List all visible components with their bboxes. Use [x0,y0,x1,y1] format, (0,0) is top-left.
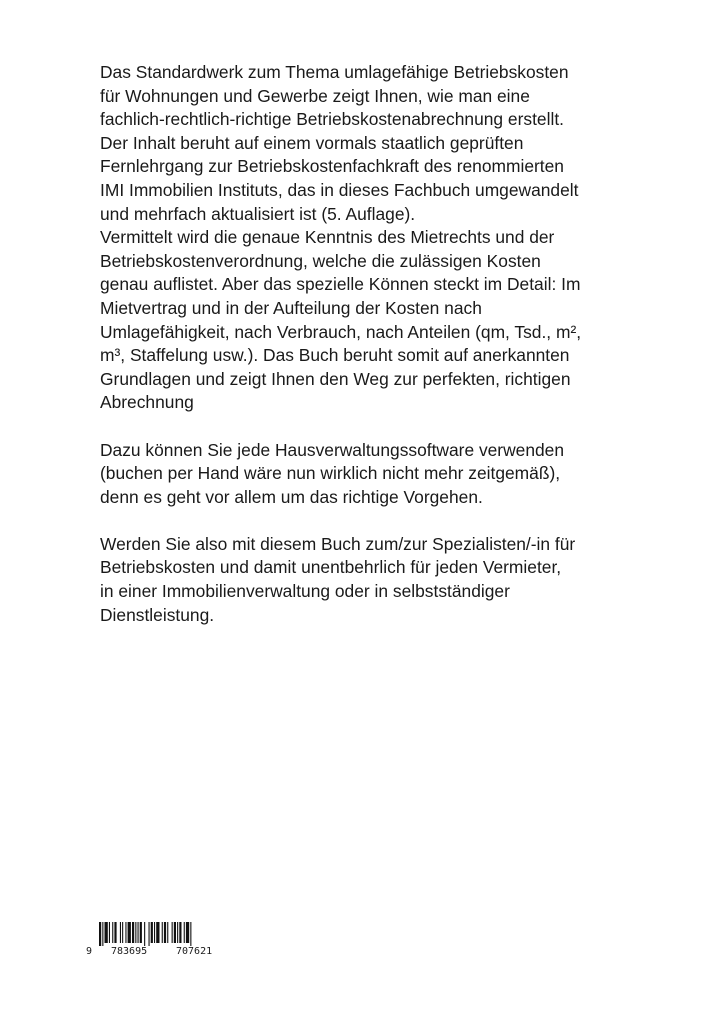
barcode-bar [184,922,185,943]
barcode-bar [179,922,181,943]
barcode-bar [105,922,108,943]
barcode-bar [156,922,159,943]
barcode-bar [154,922,155,943]
barcode-bar [140,922,142,943]
barcode-bar [186,922,189,943]
barcode-bar [177,922,178,943]
barcode-bar [114,922,116,943]
barcode-bar [167,922,168,943]
barcode-bar [125,922,126,943]
barcode-bar [109,922,110,943]
barcode-bar [132,922,134,943]
paragraph-spacer [100,509,645,533]
blurb-paragraph-3: Werden Sie also mit diesem Buch zum/zur Spezialisten/-in für Betriebskosten und damit unentbehrlich für jeden Vermieter, in einer Immobilienverwaltung oder in selbstständiger Dienstleistung. [100,533,576,625]
barcode-bar [144,922,145,946]
paragraph-spacer [100,415,645,439]
barcode-bar [138,922,139,943]
barcode-bar [99,922,101,946]
barcode-bar [102,922,103,946]
barcode-bar [151,922,153,943]
barcode-bar [174,922,176,943]
barcode-bar [112,922,113,943]
barcode-lead-digit: 9 [86,946,93,957]
barcode-bar [164,922,166,943]
barcode-bar [122,922,123,943]
barcode-bar [135,922,136,943]
barcode-left-group: 783695 [111,946,148,957]
barcode-bar [120,922,121,943]
barcode-bar [172,922,173,943]
barcode-bars [84,922,224,946]
barcode-bar [149,922,150,946]
blurb-text [100,61,645,627]
barcode-bar [162,922,163,943]
barcode-right-group: 707621 [176,946,213,957]
barcode-bar [128,922,131,943]
barcode-bar [190,922,191,946]
blurb-paragraph-2: Dazu können Sie jede Hausverwaltungssoftware verwenden (buchen per Hand wäre nun wirklich nicht mehr zeitgemäß), denn es geht vor allem um das richtige Vorgehen. [100,439,565,507]
blurb-paragraph-1: Das Standardwerk zum Thema umlagefähige Betriebskosten für Wohnungen und Gewerbe zeigt Ihnen, wie man eine fachlich-rechtlich-richtige Betriebskostenabrechnung erstellt. Der Inhalt beruht auf einem vormals staatlich geprüften Fernlehrgang zur Betriebskostenfachkraft des renommierten IMI Immobilien Instituts, das in dieses Fachbuch umgewandelt und mehrfach aktualisiert ist (5. Auflage). Vermittelt wird die genaue Kenntnis des Mietrechts und der Betriebskostenverordnung, welche die zulässigen Kosten genau auflistet. Aber das spezielle Können steckt im Detail: Im Mietvertrag und in der Aufteilung der Kosten nach Umlagefähigkeit, nach Verbrauch, nach Anteilen (qm, Tsd., m², m³, Staffelung usw.). Das Buch beruht somit auf anerkannten Grundlagen und zeigt Ihnen den Weg zur perfekten, richtigen Abrechnung [100,62,582,413]
